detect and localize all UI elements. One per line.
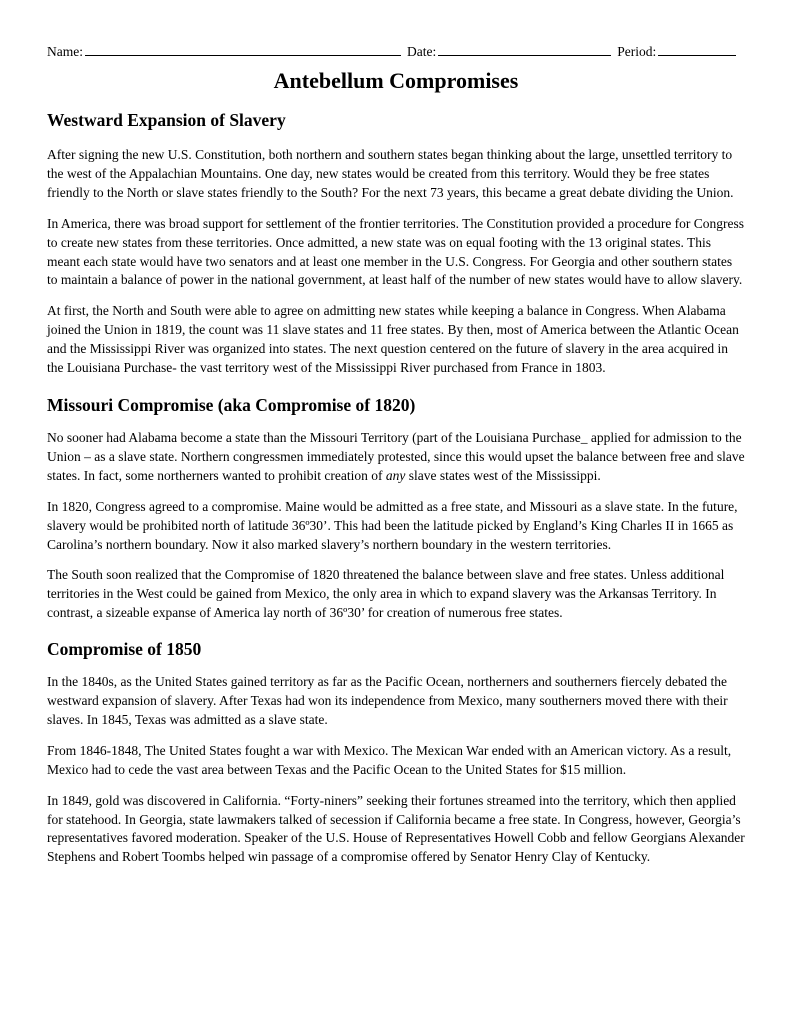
name-label: Name: — [47, 44, 83, 59]
name-blank[interactable] — [85, 42, 401, 56]
period-label: Period: — [617, 44, 657, 59]
section-heading-missouri-compromise: Missouri Compromise (aka Compromise of 1820) — [47, 394, 416, 415]
worksheet-page — [47, 42, 745, 867]
paragraph: In the 1840s, as the United States gained territory as far as the Pacific Ocean, northerners and southerners fiercely debated the westward expansion of slavery. After Texas had won its independence from Mexico, many southerners moved there with their slaves. In 1845, Texas was admitted as a slave state. — [47, 674, 728, 727]
emphasis-text: any — [385, 467, 406, 483]
page-title: Antebellum Compromises — [273, 68, 519, 93]
paragraph: At first, the North and South were able to agree on admitting new states while keeping a balance in Congress. When Alabama joined the Union in 1819, the count was 11 slave states and 11 free states. By then, most of America between the Atlantic Ocean and the Mississippi River was organized into states. The next question centered on the future of slavery in the area acquired in the Louisiana Purchase- the vast territory west of the Mississippi River purchased from France in 1803. — [47, 303, 739, 376]
student-info-line — [47, 42, 745, 62]
date-label: Date: — [407, 44, 437, 59]
period-blank[interactable] — [658, 42, 736, 56]
paragraph: From 1846-1848, The United States fought a war with Mexico. The Mexican War ended with an American victory. As a result, Mexico had to cede the vast area between Texas and the Pacific Ocean to the United States for $15 million. — [47, 742, 732, 777]
section-heading-compromise-1850: Compromise of 1850 — [47, 639, 202, 660]
paragraph-text: No sooner had Alabama become a state than the Missouri Territory (part of the Louisiana Purchase_ applied for admission to the Union – as a slave state. Northern congressmen immediately protested, since this would upset the balance between free and slave states. In fact, some northerners wanted to prohibit creation of — [47, 429, 745, 483]
paragraph — [47, 429, 745, 486]
paragraph: In 1820, Congress agreed to a compromise. Maine would be admitted as a free state, and Missouri as a slave state. In the future, slavery would be prohibited north of latitude 36º30’. This had been the latitude picked by England’s King Charles II in 1665 as Carolina’s northern boundary. Now it also marked slavery’s northern boundary in the western territories. — [47, 498, 738, 552]
paragraph: In 1849, gold was discovered in California. “Forty-niners” seeking their fortunes streamed into the territory, which then applied for statehood. In Georgia, state lawmakers talked of secession if California became a free state. In Congress, however, Georgia’s representatives favored moderation. Speaker of the U.S. House of Representatives Howell Cobb and fellow Georgians Alexander Stephens and Robert Toombs helped win passage of a compromise offered by Senator Henry Clay of Kentucky. — [47, 792, 745, 865]
paragraph-text: slave states west of the Mississippi. — [405, 467, 601, 483]
paragraph: After signing the new U.S. Constitution, both northern and southern states began thinking about the large, unsettled territory to the west of the Appalachian Mountains. One day, new states would be created from this territory. Would they be free states friendly to the North or slave states friendly to the South? For the next 73 years, this became a great debate dividing the Union. — [47, 147, 734, 200]
paragraph: In America, there was broad support for settlement of the frontier territories. The Constitution provided a procedure for Congress to create new states from these territories. Once admitted, a new state was on equal footing with the 13 original states. This meant each state would have two senators and at least one member in the U.S. Congress. For Georgia and other southern states to maintain a balance of power in the national government, at least half of the number of new states would have to allow slavery. — [47, 215, 745, 288]
date-blank[interactable] — [438, 42, 611, 56]
section-heading-westward-expansion: Westward Expansion of Slavery — [47, 110, 286, 130]
paragraph: The South soon realized that the Compromise of 1820 threatened the balance between slave and free states. Unless additional territories in the West could be gained from Mexico, the only area in which to expand slavery was the Arkansas Territory. In contrast, a sizeable expanse of America lay north of 36º30’ for creation of numerous free states. — [47, 567, 725, 621]
